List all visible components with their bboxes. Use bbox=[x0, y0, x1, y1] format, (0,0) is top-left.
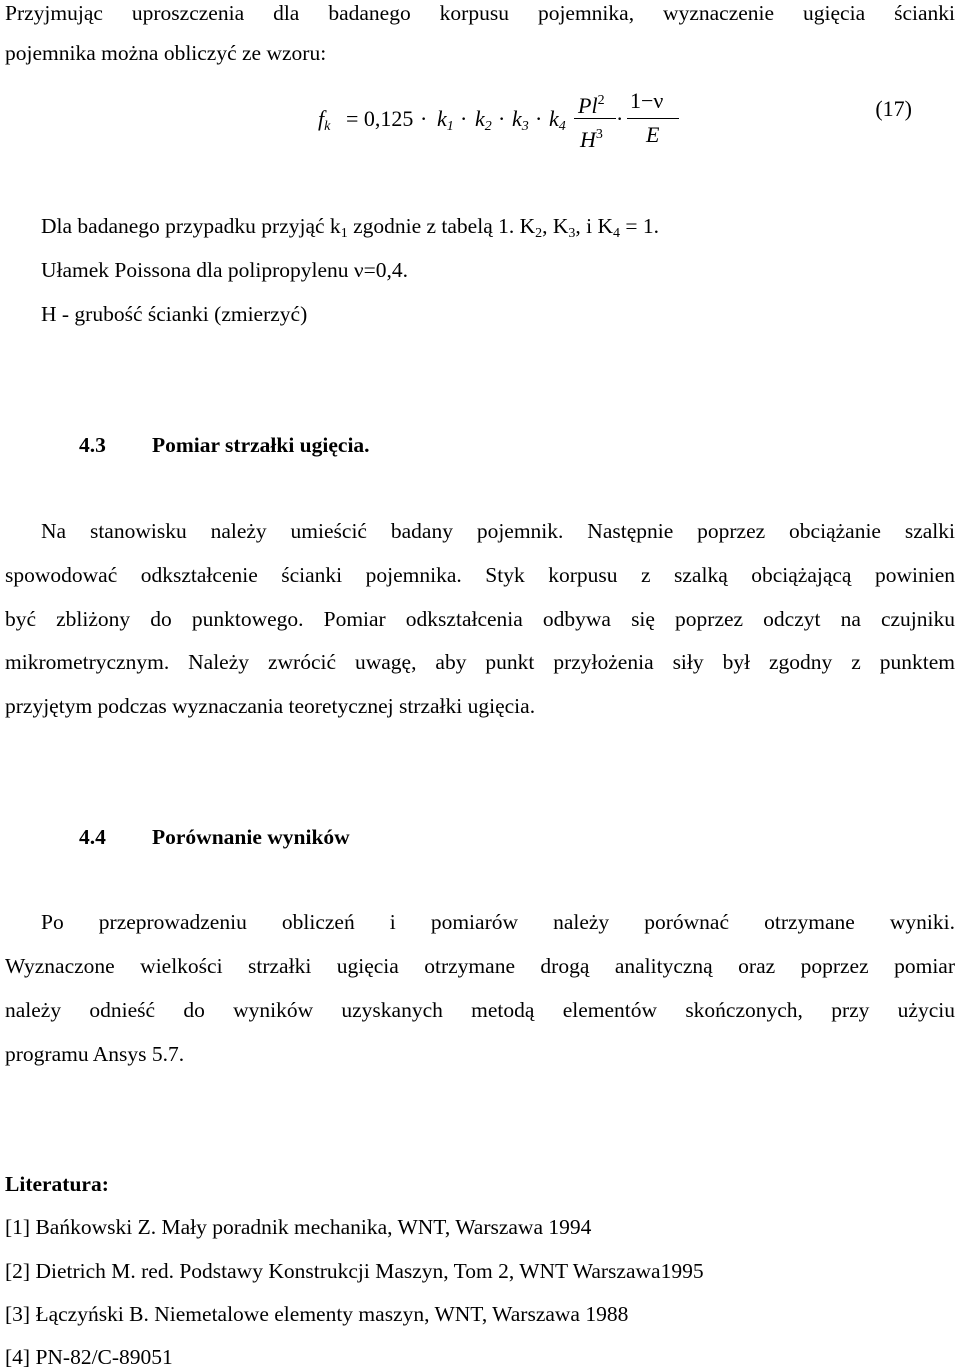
section-4-4-line-2: Wyznaczone wielkości strzałki ugięcia otrzymane drogą analityczną oraz poprzez pomiar bbox=[5, 954, 955, 978]
formula-dot-1: · bbox=[420, 106, 428, 131]
section-4-4-line-4: programu Ansys 5.7. bbox=[5, 1042, 185, 1066]
section-4-4-line-3: należy odnieść do wyników uzyskanych metodą elementów skończonych, przy użyciu bbox=[5, 998, 955, 1022]
fraction-1-denominator: $H^3$ bbox=[580, 127, 603, 152]
literature-heading: Literatura: bbox=[5, 1172, 109, 1196]
formula-dot-2: · bbox=[460, 106, 468, 131]
literature-item: [3] Łączyński B. Niemetalowe elementy maszyn, WNT, Warszawa 1988 bbox=[5, 1302, 629, 1326]
formula-k3: $k_3$ bbox=[512, 106, 529, 134]
section-4-4-line-1: Po przeprowadzeniu obliczeń i pomiarów należy porównać otrzymane wyniki. bbox=[41, 910, 955, 934]
formula-k1: $k_1$ bbox=[437, 106, 454, 134]
section-4-3-heading: 4.3 Pomiar strzałki ugięcia. bbox=[79, 433, 370, 457]
formula-dot-4: · bbox=[535, 106, 543, 131]
section-4-3-line-4: mikrometrycznym. Należy zwrócić uwagę, aby punkt przyłożenia siły był zgodny z punktem bbox=[5, 650, 955, 674]
fraction-1-bar bbox=[574, 118, 616, 119]
literature-item: [1] Bańkowski Z. Mały poradnik mechanika, WNT, Warszawa 1994 bbox=[5, 1215, 592, 1239]
fraction-2-denominator: E bbox=[646, 122, 660, 147]
intro-line-2: pojemnika można obliczyć ze wzoru: bbox=[5, 41, 327, 65]
formula-k2: $k_2$ bbox=[475, 106, 492, 134]
section-4-4-heading: 4.4 Porównanie wyników bbox=[79, 825, 350, 849]
formula-k4: $k_4$ bbox=[549, 106, 566, 134]
formula-coefficient: = 0,125 bbox=[346, 106, 414, 131]
formula-dot-3: · bbox=[498, 106, 506, 131]
formula-f: $f_k$ bbox=[318, 106, 331, 134]
section-4-3-line-5: przyjętym podczas wyznaczania teoretycznej strzałki ugięcia. bbox=[5, 694, 536, 718]
equation-number: (17) bbox=[875, 96, 912, 121]
section-4-3-line-1: Na stanowisku należy umieścić badany pojemnik. Następnie poprzez obciążanie szalki bbox=[41, 519, 955, 543]
params-line-2: Ułamek Poissona dla polipropylenu ν=0,4. bbox=[41, 258, 409, 282]
fraction-2-bar bbox=[627, 118, 679, 119]
section-4-3-line-2: spowodować odkształcenie ścianki pojemnika. Styk korpusu z szalką obciążającą powinien bbox=[5, 563, 955, 587]
literature-item: [4] PN-82/C-89051 bbox=[5, 1345, 173, 1369]
literature-item: [2] Dietrich M. red. Podstawy Konstrukcji Maszyn, Tom 2, WNT Warszawa1995 bbox=[5, 1259, 704, 1283]
section-4-3-line-3: być zbliżony do punktowego. Pomiar odkształcenia odbywa się poprzez odczyt na czujniku bbox=[5, 607, 955, 631]
formula-dot-5: · bbox=[616, 106, 624, 131]
params-line-1: Dla badanego przypadku przyjąć $k_1$ zgodnie z tabelą 1. $K_2$, $K_3$, i $K_4 = 1$. bbox=[41, 214, 660, 241]
fraction-2-numerator: 1−ν bbox=[630, 88, 664, 113]
intro-line-1: Przyjmując uproszczenia dla badanego korpusu pojemnika, wyznaczenie ugięcia ścianki bbox=[5, 1, 955, 25]
formula-17 bbox=[0, 84, 960, 164]
fraction-1-numerator: Pl$^2$ bbox=[578, 93, 605, 118]
params-line-3: H - grubość ścianki (zmierzyć) bbox=[41, 302, 308, 326]
